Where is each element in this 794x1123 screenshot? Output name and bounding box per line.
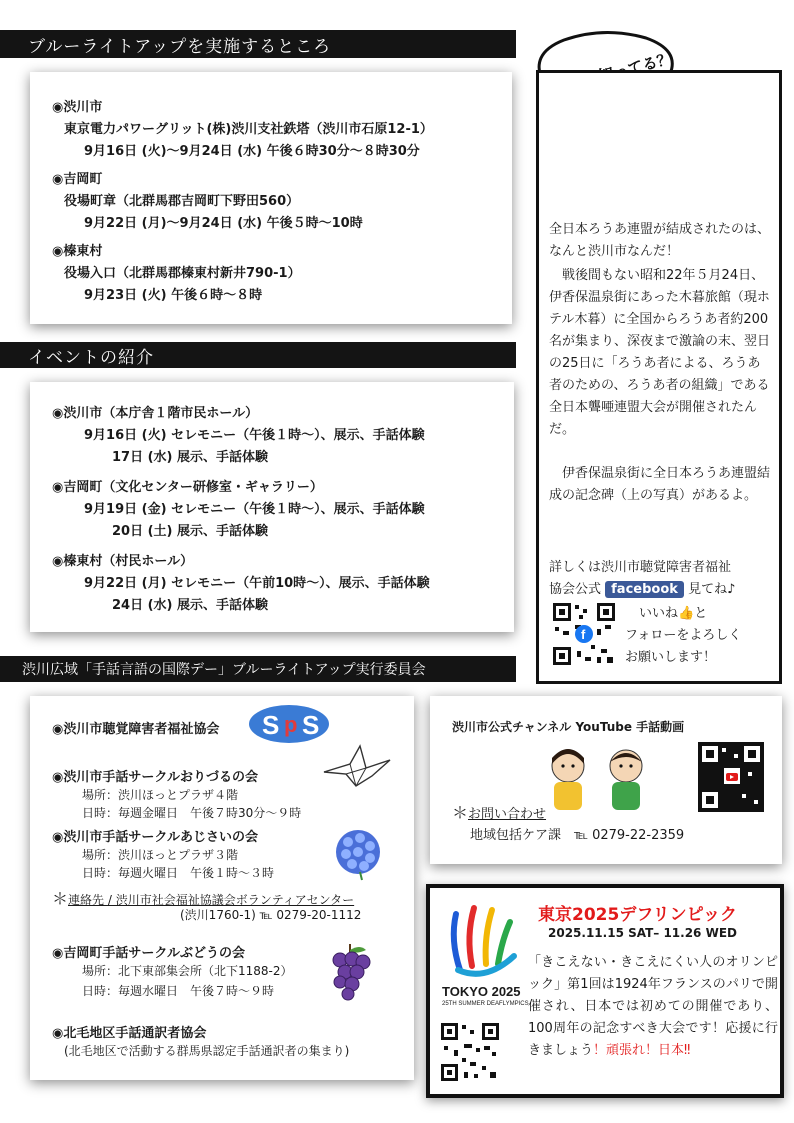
grape-icon [326,942,374,1002]
follow-text-2: お願いします！ [625,650,717,665]
event-line: 9月22日 (月) セレモニー（午前10時～）、展示、手話体験 [84,576,430,591]
place-name: ◉吉岡町 [52,172,103,187]
qr-code-icon [440,1022,500,1082]
event-line: 20日 (土) 展示、手話体験 [112,524,269,539]
org-place: 場所：北下東部集会所（北下1188-2） [82,964,293,978]
qr-code-icon [698,742,764,812]
contact-link[interactable]: 連絡先 / 渋川市社会福祉協議会ボランティアセンター [68,893,355,907]
org-place: 場所：渋川ほっとプラザ４階 [82,788,239,802]
section-header-events [0,342,516,368]
org-time: 日時：毎週水曜日 午後７時～９時 [82,984,275,998]
inquiry-contact: 地域包括ケア課 ℡ 0279-22-2359 [470,828,685,843]
section-title: イベントの紹介 [28,347,154,368]
facebook-qr-code[interactable] [551,601,617,667]
deaflympics-title: 東京2025デフリンピック [538,905,737,925]
svg-text:S: S [262,710,280,740]
org-name: ◉北毛地区手話通訳者協会 [52,1026,207,1041]
sidebar-more-3: 見てね♪ [688,582,736,597]
cheer-mark: ‼ [684,1043,691,1058]
like-row [639,603,771,625]
org-name: ◉吉岡町手話サークルぶどうの会 [52,946,245,961]
deaflympics-body [528,952,778,1062]
deaflympics-qr-code[interactable] [440,1022,500,1082]
deaflympics-dates: 2025.11.15 SAT– 11.26 WED [548,926,737,940]
facebook-link[interactable]: facebook [605,581,684,598]
place-address: 役場町章（北群馬郡吉岡町下野田560） [64,194,300,209]
youtube-qr-code[interactable] [698,742,764,812]
hydrangea-icon [330,826,386,882]
sidebar-story-3: 伊香保温泉街に全日本ろうあ連盟結成の記念碑（上の写真）があるよ。 [549,466,771,503]
sidebar-more-2: 協会公式 [549,582,602,597]
org-place: 場所：渋川ほっとプラザ３階 [82,848,239,862]
event-line: 17日 (水) 展示、手話体験 [112,450,269,465]
cheer-mark: ！日本 [645,1043,685,1058]
place-dates: 9月23日 (火) 午後６時～８時 [84,288,263,303]
org-name: ◉渋川市手話サークルおりづるの会 [52,770,258,785]
deaflympics-panel [426,884,784,1098]
org-time: 日時：毎週火曜日 午後１時～３時 [82,866,275,880]
signing-children-icon [534,740,662,812]
place-address: 東京電力パワーグリット(株)渋川支社鉄塔（渋川市石原12-1） [64,122,433,137]
sidebar-story-2: 戦後間もない昭和22年５月24日、伊香保温泉街にあった木暮旅館（現ホテル木暮）に全国からろうあ者約200名が集まり、深夜まで激論の末、翌日の25日に「ろうあ者による、ろうあ者のための、ろうあ者の組織」である全日本聾唖連盟大会が開催されたんだ。 [549,268,771,437]
org-time: 日時：毎週金曜日 午後７時30分～９時 [82,806,302,820]
svg-text:f: f [581,627,586,642]
committee-panel [30,696,414,1080]
qr-code-icon [551,601,617,667]
contact-line: ＊連絡先 / 渋川市社会福祉協議会ボランティアセンター [52,889,355,908]
section-header-lightup [0,30,516,58]
cheer-mark: ！頑張れ [593,1043,646,1058]
svg-text:p: p [284,712,298,737]
section-title: 渋川広域「手話言語の国際デー」ブルーライトアップ実行委員会 [22,662,426,678]
place-name: ◉榛東村 [52,244,103,259]
place-dates: 9月22日 (月)～9月24日 (水) 午後５時～10時 [84,216,363,231]
trivia-sidebar [536,70,782,684]
org-name: ◉渋川市手話サークルあじさいの会 [52,830,258,845]
org-desc: (北毛地区で活動する群馬県認定手話通訳者の集まり) [64,1044,350,1058]
section-title: ブルーライトアップを実施するところ [28,36,332,57]
like-text: いいね [639,606,679,621]
origami-crane-icon [320,742,394,792]
follow-text-1: フォローをよろしく [625,628,742,643]
org-name: ◉渋川市聴覚障害者福祉協会 [52,722,220,737]
sidebar-more-row [549,579,771,601]
logo-subtext: 25TH SUMMER DEAFLYMPICS [442,1001,529,1007]
inquiry-label: お問い合わせ [468,807,547,822]
event-name: ◉渋川市（本庁舎１階市民ホール） [52,406,259,421]
section-header-committee [0,656,516,682]
like-text-2: と [694,606,708,621]
sds-logo-icon [246,702,332,746]
events-panel [30,382,514,632]
sidebar-more-1: 詳しくは渋川市聴覚障害者福祉 [549,560,732,575]
contact-detail: (渋川1760-1) ℡ 0279-20-1112 [180,908,362,922]
event-line: 9月16日 (火) セレモニー（午後１時～）、展示、手話体験 [84,428,425,443]
place-name: ◉渋川市 [52,100,103,115]
place-dates: 9月16日 (火)～9月24日 (水) 午後６時30分～８時30分 [84,144,420,159]
svg-text:S: S [302,710,320,740]
youtube-title: 渋川市公式チャンネル YouTube 手話動画 [452,720,685,734]
event-line: 24日 (水) 展示、手話体験 [112,598,269,613]
logo-text: TOKYO 2025 [442,984,521,999]
place-address: 役場入口（北群馬郡榛東村新井790-1） [64,266,301,281]
sidebar-story-1: 全日本ろうあ連盟が結成されたのは、なんと渋川市なんだ！ [549,222,771,259]
event-line: 9月19日 (金) セレモニー（午後１時～）、展示、手話体験 [84,502,425,517]
youtube-panel [430,696,782,864]
event-name: ◉吉岡町（文化センター研修室・ギャラリー） [52,480,323,495]
event-name: ◉榛東村（村民ホール） [52,554,194,569]
deaflympics-logo-icon [440,900,530,984]
deaflympics-text: 「きこえない・きこえにくい人のオリンピック」第1回は1924年フランスのパリで開催され、日本では初めての開催であり、100周年の記念すべき大会です！応援に行きましょう [528,955,778,1058]
thumbs-up-icon: 👍 [678,606,695,621]
lightup-panel [30,72,512,324]
inquiry-row: ＊お問い合わせ [452,803,547,822]
